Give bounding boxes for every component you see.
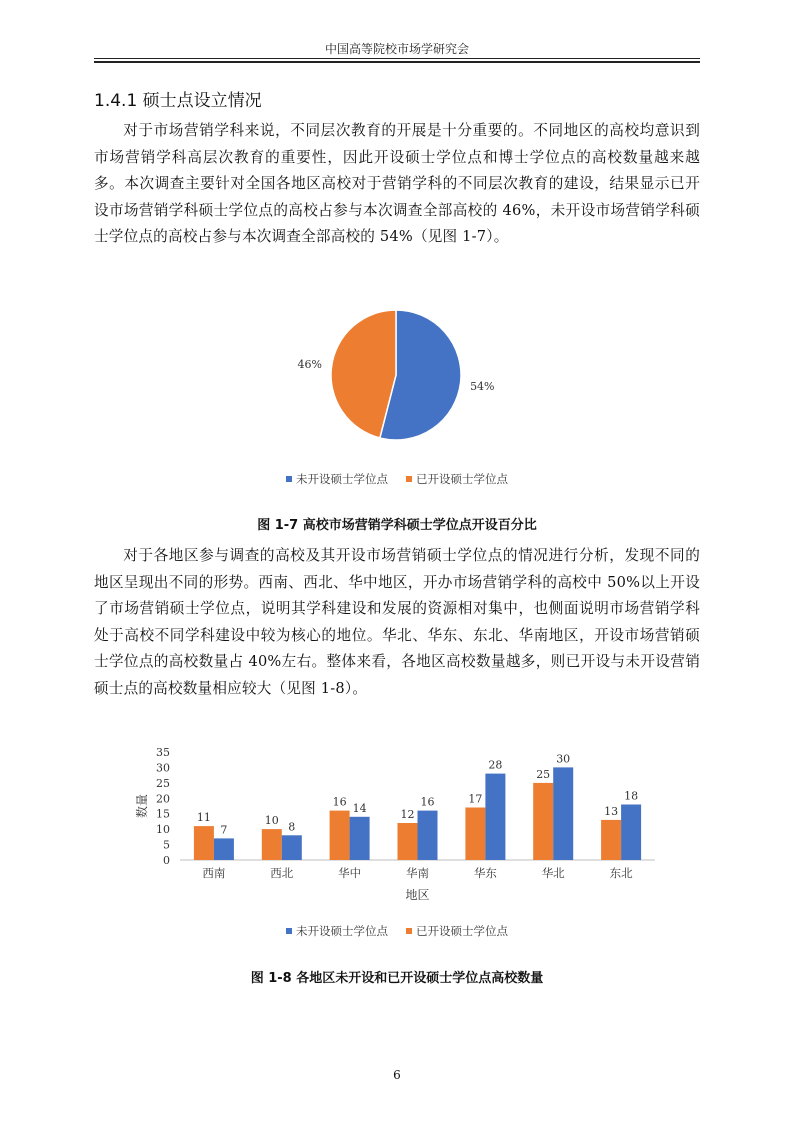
bar-value-label-0-0: 11 (196, 811, 211, 825)
bar-value-label-3-1: 16 (420, 795, 435, 809)
bar-4-1 (485, 774, 505, 860)
bar-2-1 (350, 817, 370, 860)
legend-swatch-blue (286, 476, 292, 482)
bar-6-0 (601, 820, 621, 860)
bar-2-0 (330, 811, 350, 860)
bar-5-1 (553, 767, 573, 860)
bar-3-0 (398, 823, 418, 860)
bar-value-label-3-0: 12 (400, 808, 415, 821)
bar-legend-label-2: 已开设硕士学位点 (416, 924, 508, 938)
x-tick-label-0: 西南 (202, 866, 226, 880)
bar-value-label-6-0: 13 (604, 804, 619, 818)
pie-chart (280, 300, 520, 450)
x-tick-label-4: 华东 (473, 866, 497, 880)
x-axis-title: 地区 (405, 888, 430, 902)
paragraph-2: 对于各地区参与调查的高校及其开设市场营销硕士学位点的情况进行分析，发现不同的地区呈现出不同的形势。西南、西北、华中地区，开办市场营销学科的高校中 50%以上开设了市场营销硕士学位点，说明其学科建设和发展的资源相对集中，也侧面说明市场营销学科处于高校不同学科建设中较为核心的地位。华北、华东、东北、华南地区，开设市场营销硕士学位点的高校数量占 40%左右。整体来看，各地区高校数量越多，则已开设与未开设营销硕士点的高校数量相应较大（见图 1-8）。 (94, 547, 700, 697)
header-rule-thin (94, 58, 700, 59)
x-tick-label-1: 西北 (270, 866, 294, 880)
bar-value-label-2-0: 16 (332, 795, 347, 809)
bar-1-0 (262, 829, 282, 860)
bar-chart (130, 742, 670, 912)
y-tick-label-5: 25 (156, 776, 170, 790)
legend-swatch-orange (406, 476, 412, 482)
paragraph-1: 对于市场营销学科来说，不同层次教育的开展是十分重要的。不同地区的高校均意识到市场营销学科高层次教育的重要性，因此开设硕士学位点和博士学位点的高校数量越来越多。本次调查主要针对全国各地区高校对于营销学科的不同层次教育的建设，结果显示已开设市场营销学科硕士学位点的高校占参与本次调查全部高校的 46%，未开设市场营销学科硕士学位点的高校占参与本次调查全部高校的 54%（见图 1-7）。 (94, 122, 700, 245)
bar-legend-item-orange (406, 923, 508, 939)
bar-6-1 (621, 805, 641, 861)
bar-0-0 (194, 826, 214, 860)
bar-4-0 (465, 808, 485, 861)
legend-swatch-orange (406, 928, 412, 934)
bar-value-label-4-0: 17 (468, 792, 483, 806)
x-tick-label-2: 华中 (338, 866, 362, 880)
bar-value-label-1-0: 10 (264, 814, 279, 828)
bar-value-label-4-1: 28 (488, 758, 503, 772)
pie-legend-item-blue (286, 471, 388, 487)
bar-value-label-5-1: 30 (556, 752, 571, 766)
bar-3-1 (418, 811, 438, 860)
figure-caption-2: 图 1-8 各地区未开设和已开设硕士学位点高校数量 (250, 971, 544, 986)
bar-value-label-2-1: 14 (352, 801, 367, 815)
section-title: 1.4.1 硕士点设立情况 (94, 91, 262, 111)
pie-label-1: 54% (470, 379, 495, 393)
legend-swatch-blue (286, 928, 292, 934)
figure-caption-1: 图 1-7 高校市场营销学科硕士学位点开设百分比 (257, 518, 537, 533)
bar-value-label-0-1: 7 (220, 823, 228, 837)
x-tick-label-3: 华南 (406, 866, 429, 880)
y-tick-label-2: 10 (156, 823, 170, 837)
bar-value-label-1-1: 8 (288, 820, 296, 834)
x-tick-label-5: 华北 (541, 866, 565, 880)
pie-legend-label-1: 未开设硕士学位点 (296, 472, 388, 486)
bar-value-label-5-0: 25 (536, 767, 551, 781)
bar-5-0 (533, 783, 553, 860)
pie-legend-item-orange (406, 471, 508, 487)
y-tick-label-1: 5 (163, 838, 170, 852)
page-number: 6 (393, 1068, 401, 1082)
bar-1-1 (282, 835, 302, 860)
bar-0-1 (214, 838, 234, 860)
y-tick-label-0: 0 (163, 854, 170, 867)
pie-legend-label-2: 已开设硕士学位点 (416, 472, 508, 486)
pie-legend (286, 471, 508, 487)
y-tick-label-4: 20 (156, 792, 170, 806)
header-rule-thick (94, 61, 700, 63)
x-tick-label-6: 东北 (609, 866, 633, 880)
bar-legend-label-1: 未开设硕士学位点 (296, 924, 388, 938)
y-axis-title: 数量 (135, 793, 149, 819)
y-tick-label-7: 35 (156, 746, 170, 759)
bar-legend (286, 923, 508, 939)
bar-legend-item-blue (286, 923, 388, 939)
y-tick-label-3: 15 (156, 807, 170, 821)
bar-value-label-6-1: 18 (624, 789, 639, 803)
running-header: 中国高等院校市场学研究会 (324, 42, 469, 56)
y-tick-label-6: 30 (156, 761, 170, 775)
pie-label-2: 46% (297, 358, 322, 372)
